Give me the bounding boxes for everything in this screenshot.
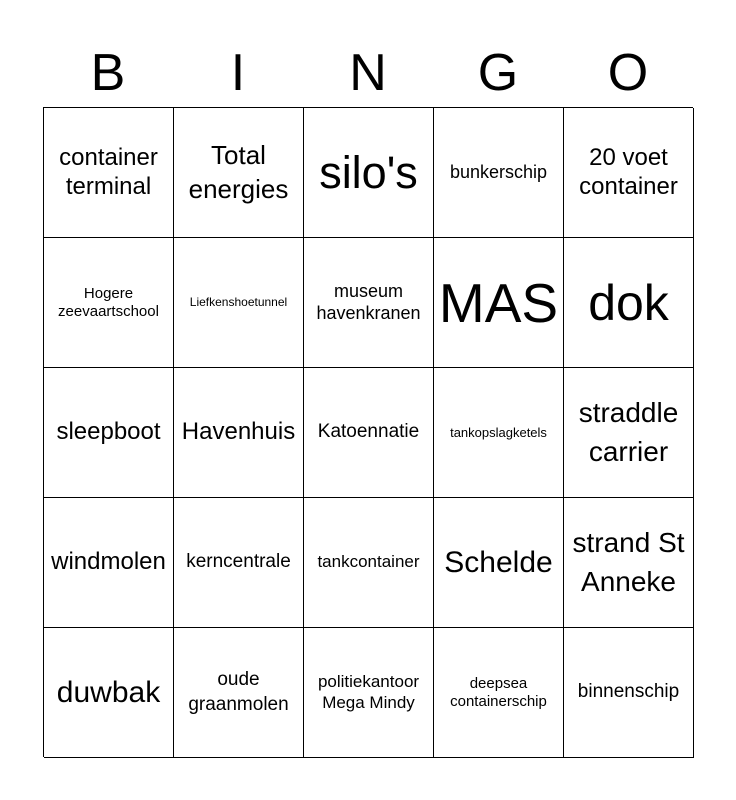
bingo-cell[interactable] [44, 498, 174, 628]
bingo-cell-label: deepsea containerschip [450, 674, 547, 710]
bingo-cell-label: binnenschip [577, 681, 680, 703]
bingo-cell[interactable] [174, 368, 304, 498]
header-letter-n: N [349, 44, 387, 102]
bingo-cell[interactable] [434, 628, 564, 758]
bingo-cell-label: museum havenkranen [316, 280, 421, 323]
bingo-cell-label: straddle carrier [578, 396, 679, 467]
bingo-cell[interactable] [304, 628, 434, 758]
bingo-cell[interactable] [44, 628, 174, 758]
bingo-cell[interactable] [304, 108, 434, 238]
bingo-cell[interactable] [564, 368, 694, 498]
header-letter-i: I [230, 44, 246, 102]
bingo-cell[interactable] [304, 498, 434, 628]
bingo-cell-label: dok [588, 274, 669, 331]
bingo-cell-label: Hogere zeevaartschool [58, 284, 159, 320]
bingo-cell[interactable] [434, 498, 564, 628]
bingo-cell[interactable] [434, 368, 564, 498]
bingo-cell-label: oude graanmolen [188, 668, 289, 715]
bingo-cell[interactable] [564, 238, 694, 368]
bingo-cell-label: silo's [319, 146, 418, 198]
bingo-cell-label: 20 voet container [579, 143, 678, 200]
bingo-cell[interactable] [174, 628, 304, 758]
bingo-cell-label: MAS [438, 271, 559, 334]
bingo-cell-label: Havenhuis [181, 418, 296, 446]
bingo-cell-label: Schelde [444, 545, 553, 579]
bingo-cell[interactable] [174, 238, 304, 368]
bingo-cell[interactable] [174, 498, 304, 628]
bingo-cell[interactable] [564, 108, 694, 238]
header-letter-o: O [607, 44, 649, 102]
bingo-cell-label: Total energies [188, 139, 289, 204]
bingo-cell[interactable] [304, 238, 434, 368]
bingo-cell[interactable] [434, 108, 564, 238]
bingo-cell-label: tankcontainer [317, 552, 420, 572]
bingo-header [43, 40, 693, 106]
bingo-cell-label: windmolen [51, 548, 166, 576]
bingo-cell[interactable] [44, 108, 174, 238]
bingo-cell[interactable] [44, 368, 174, 498]
bingo-cell-label: Katoennatie [317, 421, 420, 443]
bingo-cell-label: container terminal [59, 143, 158, 200]
bingo-cell-label: kerncentrale [186, 551, 291, 573]
bingo-cell-label: sleepboot [56, 418, 161, 446]
bingo-cell[interactable] [434, 238, 564, 368]
bingo-cell-label: bunkerschip [449, 161, 548, 182]
header-letter-b: B [90, 44, 126, 102]
bingo-cell[interactable] [174, 108, 304, 238]
bingo-cell[interactable] [44, 238, 174, 368]
bingo-cell[interactable] [564, 628, 694, 758]
header-letter-g: G [477, 44, 519, 102]
bingo-cell-label: strand St Anneke [572, 526, 685, 597]
bingo-cell[interactable] [304, 368, 434, 498]
bingo-board [43, 107, 693, 757]
bingo-cell-label: duwbak [56, 675, 161, 709]
bingo-cell-label: tankopslagketels [450, 424, 547, 440]
bingo-cell-label: Liefkenshoetunnel [189, 295, 288, 310]
bingo-cell-label: politiekantoor Mega Mindy [317, 672, 420, 712]
bingo-cell[interactable] [564, 498, 694, 628]
